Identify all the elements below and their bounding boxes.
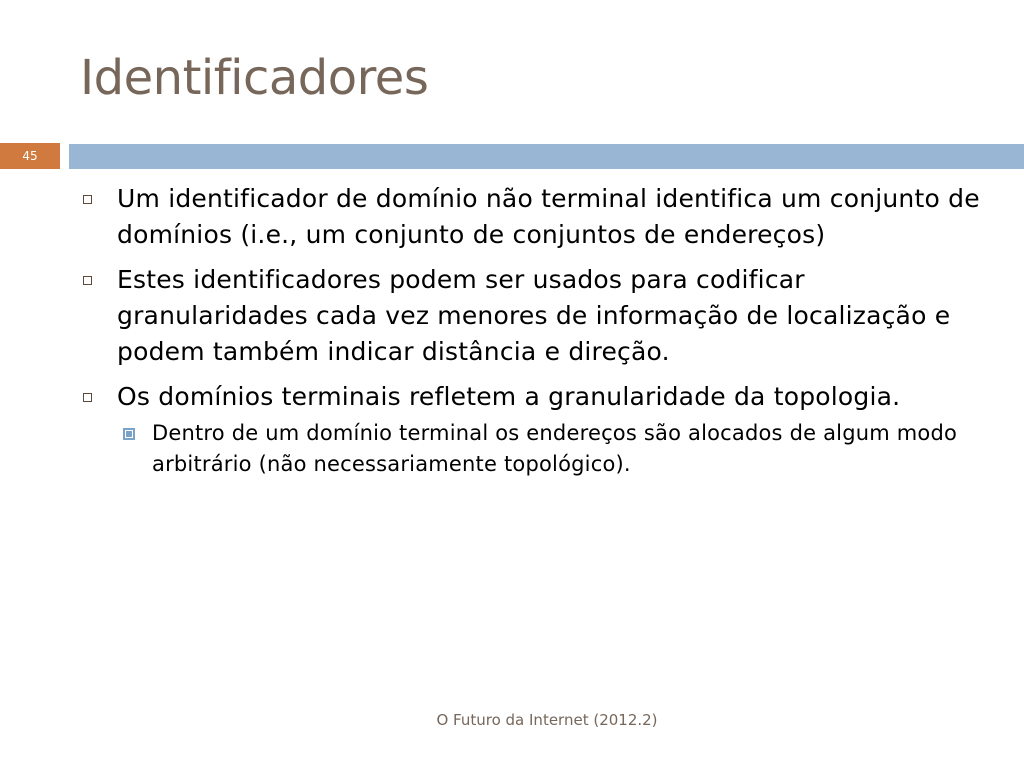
- bullet-list: [80, 181, 980, 489]
- slide-footer: O Futuro da Internet (2012.2): [436, 711, 658, 729]
- sub-bullet-text: Dentro de um domínio terminal os endereços são alocados de algum modo arbitrário (não necessariamente topológico).: [152, 421, 958, 476]
- sub-bullet-item: [117, 418, 980, 480]
- bullet-item: [80, 262, 980, 370]
- header-band: [69, 144, 1024, 169]
- square-bullet-icon: [83, 195, 92, 204]
- bullet-text: Um identificador de domínio não terminal identifica um conjunto de domínios (i.e., um conjunto de conjuntos de endereços): [117, 184, 980, 249]
- bullet-text: Os domínios terminais refletem a granularidade da topologia.: [117, 382, 901, 411]
- square-bullet-icon: [83, 393, 92, 402]
- bullet-item: [80, 181, 980, 253]
- slide-number: 45: [0, 143, 60, 169]
- sub-bullet-list: [117, 418, 980, 480]
- bullet-text: Estes identificadores podem ser usados para codificar granularidades cada vez menores de informação de localização e podem também indicar distância e direção.: [117, 265, 951, 366]
- filled-square-bullet-icon: [123, 428, 135, 440]
- slide-title: Identificadores: [80, 50, 429, 106]
- square-bullet-icon: [83, 276, 92, 285]
- bullet-item: [80, 379, 980, 480]
